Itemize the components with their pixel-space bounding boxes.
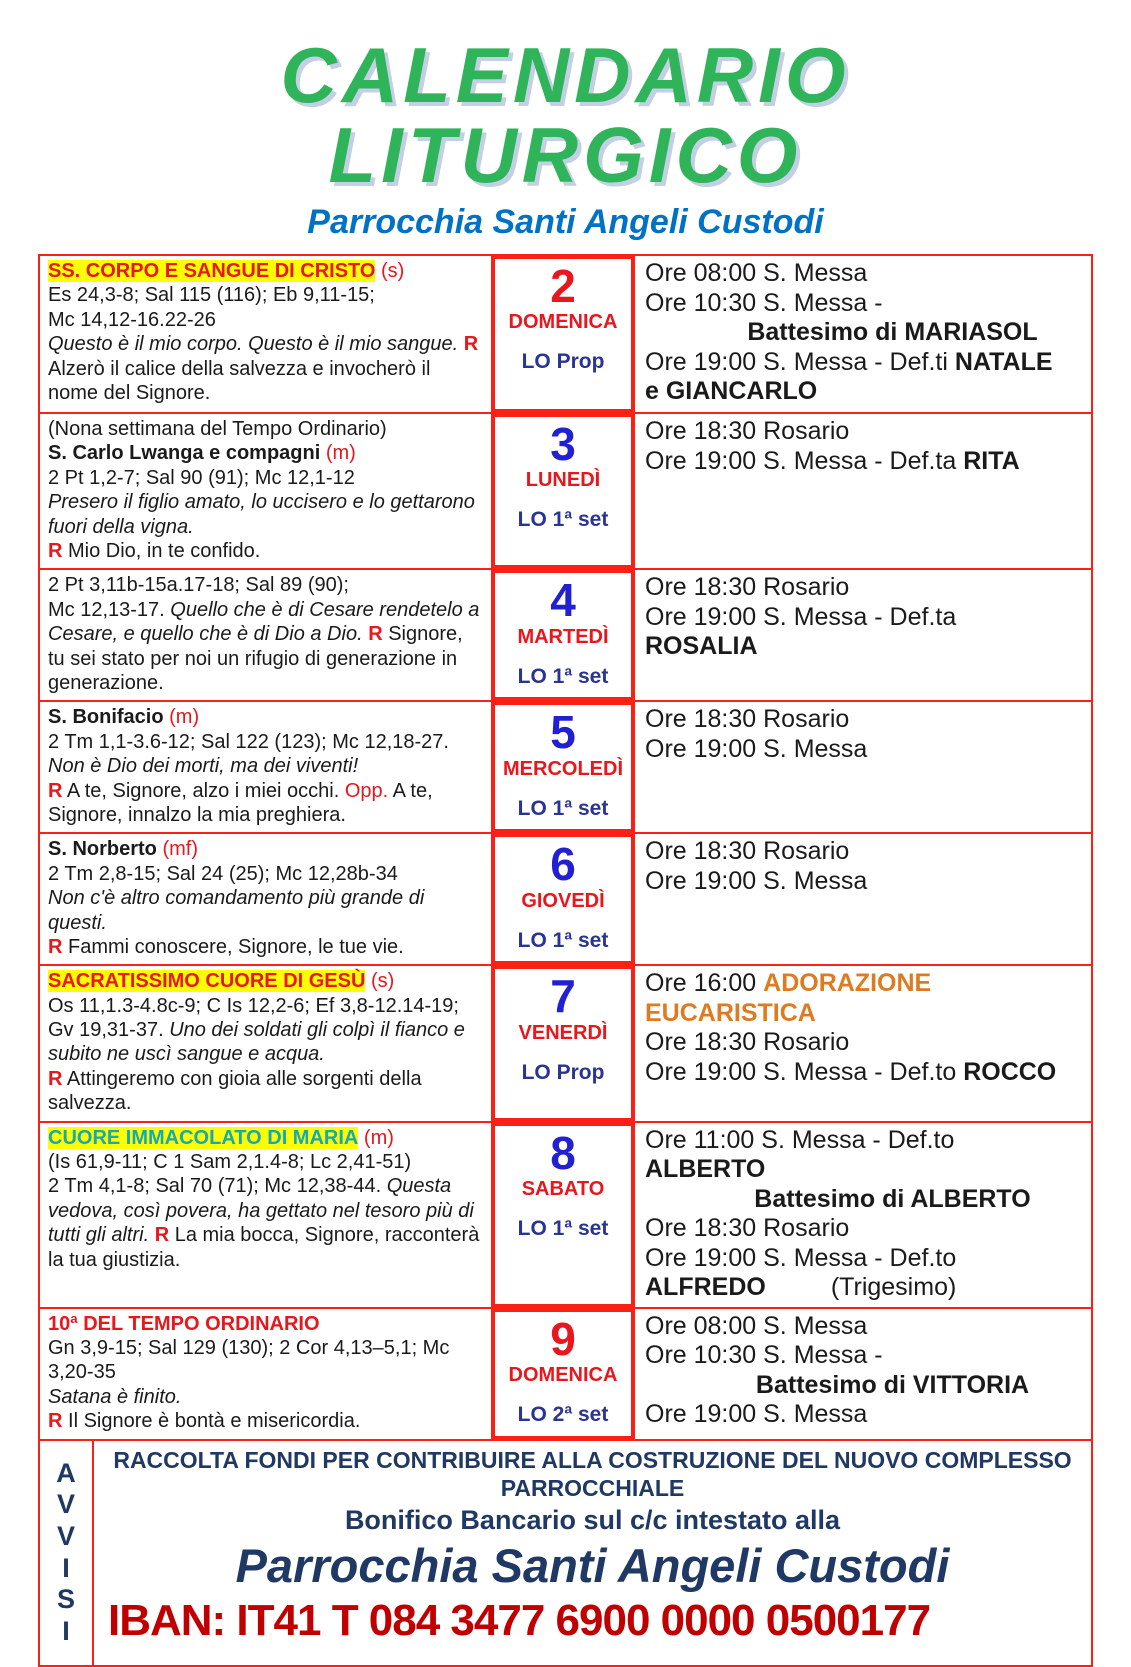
text-segment: Ore 18:30 Rosario <box>645 1214 850 1243</box>
text-segment: (m) <box>358 1126 394 1149</box>
lo-label: LO 1ª set <box>517 664 609 688</box>
text-segment: Ore 08:00 S. Messa <box>645 259 868 288</box>
text-segment: Ore 19:00 S. Messa - Def.to <box>645 1243 957 1272</box>
lo-label: LO 1ª set <box>517 1216 609 1240</box>
footer <box>38 1441 1093 1667</box>
text-segment: S. Norberto <box>48 838 157 861</box>
page-title <box>0 31 1131 199</box>
day-name: SABATO <box>521 1177 605 1200</box>
text-line <box>645 867 1085 897</box>
day-cell <box>492 834 634 964</box>
text-line <box>48 598 483 696</box>
text-line <box>48 935 483 959</box>
day-cell <box>492 702 634 832</box>
parish-name: Parrocchia Santi Angeli Custodi <box>235 1539 950 1593</box>
text-segment: ALBERTO <box>645 1155 766 1184</box>
day-name: LUNEDÌ <box>525 469 601 492</box>
text-segment: (Trigesimo) <box>830 1273 957 1302</box>
text-segment: SACRATISSIMO CUORE DI GESÙ <box>48 970 366 993</box>
text-segment: ROCCO <box>963 1057 1057 1086</box>
liturgy-cell <box>40 966 492 1120</box>
day-cell <box>492 1309 634 1439</box>
text-line <box>645 603 1085 633</box>
text-line <box>48 705 483 729</box>
text-line <box>48 1067 483 1116</box>
schedule-cell <box>634 256 1091 412</box>
text-line <box>48 1385 483 1409</box>
text-segment: Ore 08:00 S. Messa <box>645 1311 868 1340</box>
text-segment: 2 Tm 1,1-3.6-12; Sal 122 (123); Mc 12,18-27. <box>48 730 449 753</box>
title-line-1: CALENDARIO <box>280 31 851 119</box>
calendar-row <box>40 1309 1091 1439</box>
text-line <box>645 573 1085 603</box>
text-line <box>645 348 1085 378</box>
text-segment: A te, Signore, innalzo la mia preghiera. <box>48 779 433 826</box>
liturgy-cell <box>40 256 492 412</box>
text-line <box>645 1126 1085 1156</box>
calendar-row <box>40 1123 1091 1309</box>
avvisi-letter: I <box>62 1552 70 1583</box>
text-segment: Ore 19:00 S. Messa <box>645 1400 868 1429</box>
day-name: DOMENICA <box>508 311 618 334</box>
text-line <box>48 466 483 490</box>
text-segment: CUORE IMMACOLATO DI MARIA <box>48 1126 359 1149</box>
text-line <box>48 994 483 1067</box>
liturgy-cell <box>40 1123 492 1307</box>
liturgy-cell <box>40 834 492 964</box>
text-segment: 2 Pt 1,2-7; Sal 90 (91); Mc 12,1-12 <box>48 466 355 489</box>
text-segment: Battesimo di ALBERTO <box>754 1184 1031 1213</box>
text-line <box>645 1214 1085 1244</box>
text-segment: Satana è finito. <box>48 1385 182 1408</box>
calendar-row <box>40 966 1091 1122</box>
lo-label: LO Prop <box>521 350 605 374</box>
schedule-cell <box>634 414 1091 568</box>
text-line <box>48 308 483 332</box>
text-segment: Ore 10:30 S. Messa - <box>645 1341 883 1370</box>
text-segment: S. Bonifacio <box>48 706 164 729</box>
text-segment: (s) <box>375 260 405 283</box>
schedule-cell <box>634 1123 1091 1307</box>
day-cell <box>492 570 634 700</box>
text-line <box>645 1244 1085 1274</box>
avvisi-letter: S <box>56 1584 75 1615</box>
text-segment: R <box>48 1410 63 1433</box>
text-line <box>645 969 1085 1028</box>
text-line <box>645 705 1085 735</box>
text-segment: R <box>48 935 63 958</box>
text-line <box>48 886 483 935</box>
day-number: 7 <box>550 970 576 1023</box>
text-segment: R <box>368 623 383 646</box>
text-line <box>645 1028 1085 1058</box>
day-cell <box>492 256 634 412</box>
text-segment: Battesimo di MARIASOL <box>747 318 1038 347</box>
lo-label: LO Prop <box>521 1060 605 1084</box>
text-segment: 10ª DEL TEMPO ORDINARIO <box>48 1312 320 1335</box>
text-segment: Ore 18:30 Rosario <box>645 417 850 446</box>
text-segment: R <box>48 779 63 802</box>
iban-line: IBAN: IT41 T 084 3477 6900 0000 0500177 <box>108 1596 931 1646</box>
avvisi-column <box>40 1441 94 1665</box>
text-segment: ADORAZIONE EUCARISTICA <box>645 969 932 1027</box>
calendar-row <box>40 414 1091 570</box>
text-segment: NATALE <box>954 347 1053 376</box>
liturgy-cell <box>40 1309 492 1439</box>
calendar-row <box>40 702 1091 834</box>
text-segment: Mio Dio, in te confido. <box>62 540 261 563</box>
schedule-cell <box>634 1309 1091 1439</box>
lo-label: LO 2ª set <box>517 1402 609 1426</box>
text-segment: Non è Dio dei morti, ma dei viventi! <box>48 755 359 778</box>
text-segment: Ore 10:30 S. Messa - <box>645 288 883 317</box>
text-segment: (m) <box>320 442 356 465</box>
text-line <box>48 1126 483 1150</box>
lo-label: LO 1ª set <box>517 796 609 820</box>
lo-label: LO 1ª set <box>517 928 609 952</box>
calendar-row <box>40 256 1091 414</box>
text-segment: Attingeremo con gioia alle sorgenti della salvezza. <box>48 1067 422 1115</box>
day-number: 3 <box>550 418 576 471</box>
text-segment: Il Signore è bontà e misericordia. <box>62 1410 361 1433</box>
text-segment: Es 24,3-8; Sal 115 (116); Eb 9,11-15; <box>48 284 375 307</box>
text-line <box>48 332 483 405</box>
text-line <box>645 259 1085 289</box>
text-segment: Ore 19:00 S. Messa - Def.to <box>645 1057 964 1086</box>
text-segment: 2 Tm 2,8-15; Sal 24 (25); Mc 12,28b-34 <box>48 862 398 885</box>
day-number: 9 <box>550 1312 576 1365</box>
text-segment: A te, Signore, alzo i miei occhi. <box>62 779 345 802</box>
text-segment: e GIANCARLO <box>645 377 818 406</box>
text-line <box>645 289 1085 319</box>
day-number: 6 <box>550 838 576 891</box>
liturgy-cell <box>40 414 492 568</box>
bank-line: Bonifico Bancario sul c/c intestato alla <box>344 1504 841 1535</box>
day-cell <box>492 414 634 568</box>
subtitle: Parrocchia Santi Angeli Custodi <box>307 203 824 242</box>
text-line <box>48 441 483 465</box>
day-number: 4 <box>550 574 576 627</box>
text-segment: RITA <box>963 446 1020 475</box>
text-segment: Opp. <box>344 779 389 802</box>
text-segment: Ore 18:30 Rosario <box>645 573 850 602</box>
text-line <box>645 318 1085 348</box>
text-segment: Mc 12,13-17. <box>48 598 171 621</box>
text-line <box>48 417 483 441</box>
calendar-table <box>38 254 1093 1441</box>
text-line <box>645 1371 1085 1401</box>
avvisi-letter: V <box>56 1521 75 1552</box>
day-cell <box>492 966 634 1120</box>
text-line <box>48 1312 483 1336</box>
day-number: 5 <box>550 706 576 759</box>
text-segment: Ore 18:30 Rosario <box>645 1028 850 1057</box>
text-segment: ROSALIA <box>645 632 758 661</box>
avvisi-letter: V <box>56 1489 75 1520</box>
text-segment: Ore 19:00 S. Messa <box>645 734 868 763</box>
text-segment: 2 Tm 4,1-8; Sal 70 (71); Mc 12,38-44. <box>48 1175 387 1198</box>
fund-line-1: RACCOLTA FONDI PER CONTRIBUIRE ALLA COSTRUZIONE DEL NUOVO COMPLESSO <box>113 1446 1072 1473</box>
text-segment: Ore 19:00 S. Messa - Def.ta <box>645 446 964 475</box>
text-segment: Ore 16:00 <box>645 969 764 998</box>
text-segment: Quello che è di Cesare rendetelo a Cesare, e quello che è di Dio a Dio. <box>48 598 480 646</box>
text-line <box>48 539 483 563</box>
text-segment: ALFREDO <box>645 1273 766 1302</box>
lo-label: LO 1ª set <box>517 508 609 532</box>
text-segment: Uno dei soldati gli colpì il fianco e subito ne uscì sangue e acqua. <box>48 1019 465 1066</box>
text-segment: S. Carlo Lwanga e compagni <box>48 442 321 465</box>
text-segment: Gn 3,9-15; Sal 129 (130); 2 Cor 4,13–5,1; Mc 3,20-35 <box>48 1337 450 1384</box>
text-line <box>645 1185 1085 1215</box>
text-segment: Signore, tu sei stato per noi un rifugio di generazione in generazione. <box>48 623 463 694</box>
text-line <box>645 377 1085 407</box>
day-name: MARTEDÌ <box>517 625 609 648</box>
text-segment: Ore 11:00 S. Messa - Def.to <box>645 1125 955 1154</box>
avvisi-letter: A <box>56 1457 76 1488</box>
text-segment: R <box>48 1067 63 1090</box>
footer-content <box>94 1441 1091 1665</box>
text-line <box>645 837 1085 867</box>
text-segment: Fammi conoscere, Signore, le tue vie. <box>62 935 404 958</box>
schedule-cell <box>634 966 1091 1120</box>
text-segment: R <box>463 333 479 356</box>
text-segment: R <box>154 1224 170 1247</box>
text-segment: Presero il figlio amato, lo uccisero e lo gettarono fuori della vigna. <box>48 491 475 538</box>
text-segment: Ore 18:30 Rosario <box>645 837 850 866</box>
title-line-2: LITURGICO <box>328 110 803 199</box>
text-line <box>48 1409 483 1433</box>
schedule-cell <box>634 570 1091 700</box>
text-line <box>645 1155 1085 1185</box>
text-line <box>48 779 483 828</box>
text-line <box>48 862 483 886</box>
liturgy-cell <box>40 570 492 700</box>
text-line <box>645 1400 1085 1430</box>
text-line <box>645 735 1085 765</box>
text-line <box>48 283 483 307</box>
text-line <box>645 1273 1085 1303</box>
text-segment: Alzerò il calice della salvezza e invocherò il nome del Signore. <box>48 357 431 405</box>
text-segment: Questo è il mio corpo. Questo è il mio sangue. <box>48 333 464 356</box>
day-number: 8 <box>550 1126 576 1179</box>
text-segment: Ore 18:30 Rosario <box>645 705 850 734</box>
text-segment: Questa vedova, così povera, ha gettato nel tesoro più di tutti gli altri. <box>48 1175 474 1247</box>
text-segment: (mf) <box>156 838 198 861</box>
text-segment: Ore 19:00 S. Messa - Def.ta <box>645 602 957 631</box>
day-name: MERCOLEDÌ <box>503 757 623 780</box>
text-line <box>48 1174 483 1272</box>
text-line <box>48 490 483 539</box>
day-number: 2 <box>550 260 576 313</box>
text-line <box>645 1312 1085 1342</box>
day-name: GIOVEDÌ <box>521 889 605 912</box>
day-name: DOMENICA <box>508 1363 618 1386</box>
text-segment: Mc 14,12-16.22-26 <box>48 308 216 331</box>
text-segment: (Is 61,9-11; C 1 Sam 2,1.4-8; Lc 2,41-51) <box>48 1151 412 1174</box>
text-line <box>48 259 483 283</box>
text-line <box>48 730 483 779</box>
text-line <box>48 573 483 597</box>
text-line <box>48 837 483 861</box>
text-segment: Ore 19:00 S. Messa <box>645 866 868 895</box>
calendar-row <box>40 834 1091 966</box>
text-segment: Battesimo di VITTORIA <box>755 1370 1030 1399</box>
text-segment: (m) <box>163 706 200 729</box>
text-segment: Os 11,1.3-4.8c-9; C Is 12,2-6; Ef 3,8-12.14-19; Gv 19,31-37. <box>48 994 459 1042</box>
calendar-row <box>40 570 1091 702</box>
text-line <box>645 417 1085 447</box>
avvisi-letter: I <box>62 1615 70 1646</box>
text-segment: Non c'è altro comandamento più grande di questi. <box>48 887 425 934</box>
page <box>0 31 1131 1646</box>
schedule-cell <box>634 702 1091 832</box>
fund-line-2: PARROCCHIALE <box>500 1474 685 1501</box>
text-line <box>645 1058 1085 1088</box>
text-segment: (Nona settimana del Tempo Ordinario) <box>48 418 387 441</box>
text-segment: R <box>48 540 63 563</box>
day-name: VENERDÌ <box>518 1021 608 1044</box>
text-line <box>645 447 1085 477</box>
text-segment: Ore 19:00 S. Messa - Def.ti <box>645 347 955 376</box>
text-line <box>48 1336 483 1385</box>
day-cell <box>492 1123 634 1307</box>
text-segment: 2 Pt 3,11b-15a.17-18; Sal 89 (90); <box>48 574 349 597</box>
text-line <box>48 969 483 993</box>
text-segment: SS. CORPO E SANGUE DI CRISTO <box>48 260 376 283</box>
text-line <box>645 1341 1085 1371</box>
text-line <box>645 632 1085 662</box>
schedule-cell <box>634 834 1091 964</box>
liturgy-cell <box>40 702 492 832</box>
text-segment: La mia bocca, Signore, racconterà la tua giustizia. <box>48 1224 480 1271</box>
text-line <box>48 1150 483 1174</box>
text-segment: (s) <box>365 970 395 993</box>
